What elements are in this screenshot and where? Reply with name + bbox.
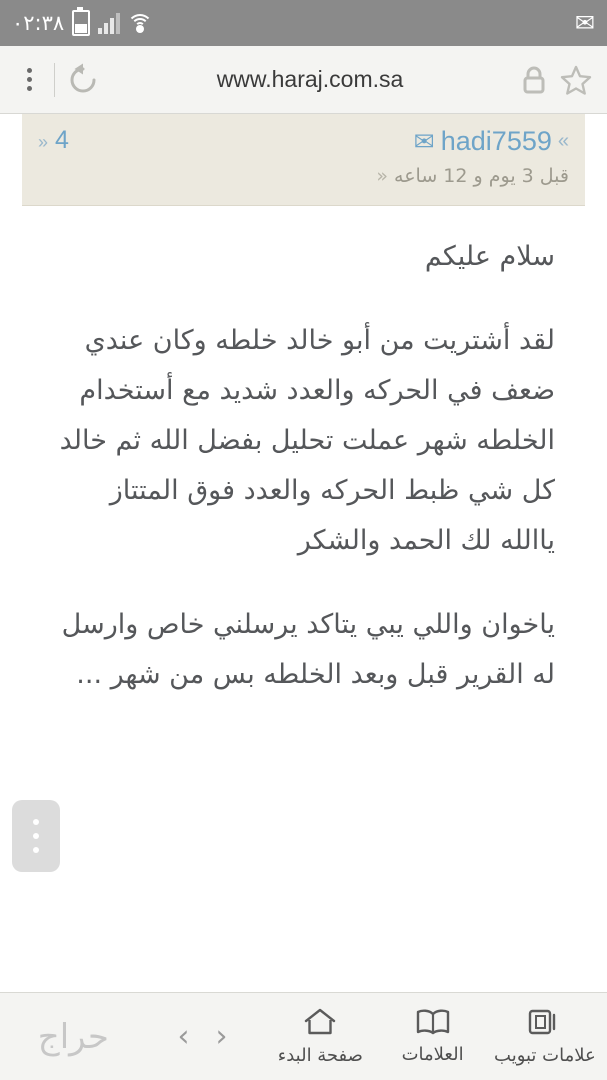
status-time: ٠٢:٣٨ xyxy=(12,11,65,35)
forward-arrow-icon[interactable]: › xyxy=(215,1018,228,1054)
star-icon[interactable] xyxy=(559,64,593,96)
back-arrow-icon[interactable]: ‹ xyxy=(177,1018,190,1054)
post-header xyxy=(22,114,585,206)
post-paragraph: لقد أشتريت من أبو خالد خلطه وكان عندي ضعف في الحركه والعدد شديد مع أستخدام الخلطه شهر عملت تحليل بفضل الله ثم خالد كل شي ظبط الحركه والعدد فوق المتتاز ياالله لك الحمد والشكر xyxy=(59,324,555,556)
home-icon xyxy=(303,1007,337,1041)
post-number[interactable] xyxy=(38,126,69,155)
post-header-row xyxy=(38,126,569,157)
post-number-value: 4 xyxy=(54,126,69,154)
reload-icon[interactable] xyxy=(65,62,101,98)
post-timestamp xyxy=(38,165,569,187)
battery-icon xyxy=(72,10,90,36)
mail-icon: ✉ xyxy=(574,9,595,37)
post-timestamp-text: قبل 3 يوم و 12 ساعه xyxy=(394,165,569,187)
webpage-viewport[interactable] xyxy=(0,114,607,992)
toolbar-divider xyxy=(54,63,55,97)
bookmarks-icon xyxy=(414,1008,452,1040)
author-chevron: « xyxy=(557,130,569,152)
nav-item-tabs[interactable] xyxy=(489,1007,601,1066)
nav-item-home[interactable] xyxy=(264,1007,376,1066)
signal-bars-icon xyxy=(98,12,120,34)
url-text[interactable]: www.haraj.com.sa xyxy=(216,66,404,92)
post-author[interactable] xyxy=(414,126,569,157)
site-watermark: حراج xyxy=(37,1016,109,1057)
tabs-icon xyxy=(528,1007,562,1041)
post-container xyxy=(22,114,585,992)
mail-icon: ✉ xyxy=(413,127,435,156)
nav-label-home: صفحة البدء xyxy=(277,1045,363,1066)
post-paragraph: سلام عليكم xyxy=(424,241,555,272)
drag-handle-dots-icon[interactable] xyxy=(12,800,60,872)
post-number-chevron: » xyxy=(38,132,49,152)
status-bar xyxy=(0,0,607,46)
author-username[interactable]: hadi7559 xyxy=(440,126,552,156)
bottom-navigation-bar xyxy=(0,992,607,1080)
post-body xyxy=(22,206,585,720)
status-bar-left xyxy=(12,10,152,36)
post-paragraph: ياخوان واللي يبي يتاكد يرسلني خاص وارسل له القرير قبل وبعد الخلطه بس من شهر ... xyxy=(61,608,555,690)
nav-label-tabs: علامات تبويب xyxy=(494,1045,596,1066)
nav-arrows xyxy=(141,1018,264,1054)
kebab-menu-icon[interactable] xyxy=(14,68,44,91)
browser-toolbar xyxy=(0,46,607,114)
post-timestamp-chevron: « xyxy=(376,165,388,187)
nav-item-bookmarks[interactable] xyxy=(376,1008,488,1065)
lock-icon xyxy=(519,65,549,95)
wifi-icon xyxy=(128,13,152,33)
nav-label-bookmarks: العلامات xyxy=(401,1044,464,1065)
